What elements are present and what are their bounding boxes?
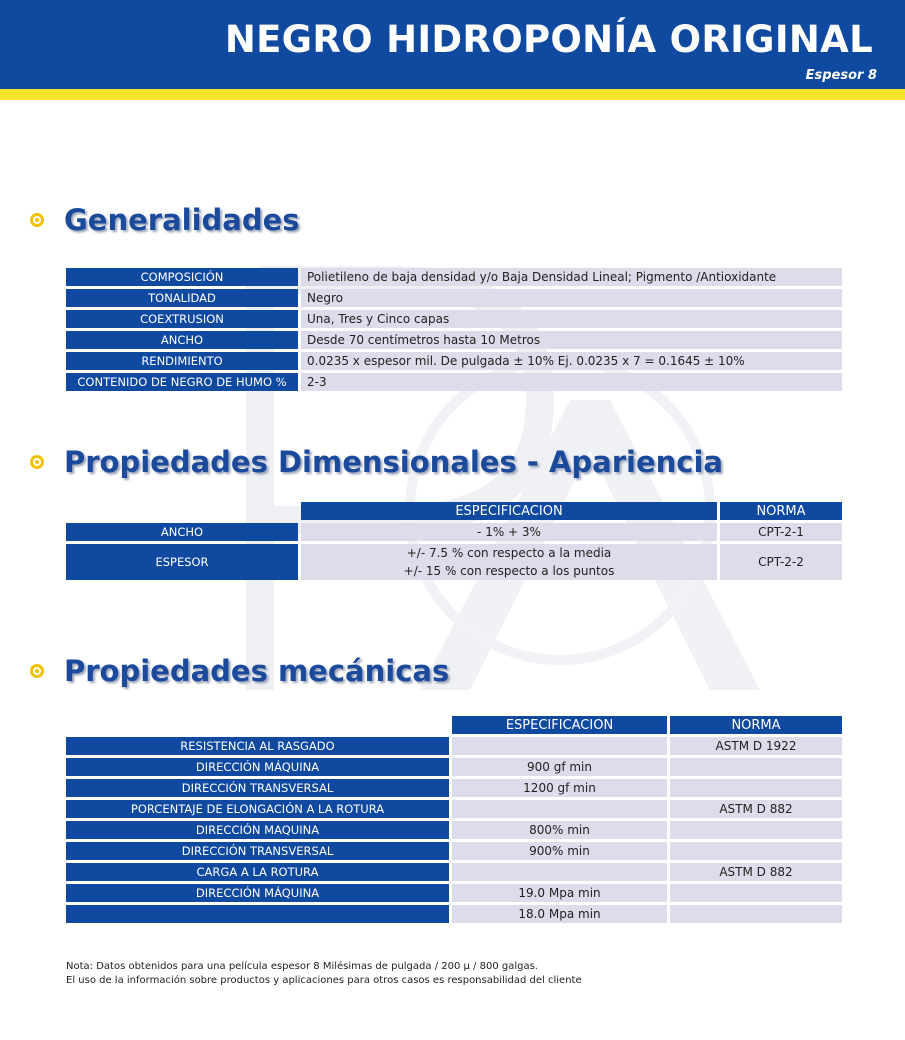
header-spacer bbox=[66, 716, 449, 734]
norma-cell bbox=[670, 905, 842, 923]
row-label: DIRECCIÓN MÁQUINA bbox=[66, 758, 449, 776]
bullet-icon bbox=[30, 664, 44, 678]
spec-cell bbox=[301, 544, 717, 580]
row-value: Polietileno de baja densidad y/o Baja Densidad Lineal; Pigmento /Antioxidante bbox=[301, 268, 842, 286]
table-row bbox=[66, 352, 842, 370]
section-mecanicas-heading bbox=[30, 654, 449, 688]
spec-cell bbox=[452, 800, 667, 818]
norma-cell bbox=[670, 884, 842, 902]
row-label: COEXTRUSION bbox=[66, 310, 298, 328]
table-row bbox=[66, 779, 842, 797]
section-dimensionales-heading bbox=[30, 445, 723, 479]
spec-cell bbox=[452, 863, 667, 881]
spec-cell: 900% min bbox=[452, 842, 667, 860]
norma-cell: ASTM D 882 bbox=[670, 863, 842, 881]
table-row bbox=[66, 821, 842, 839]
row-label: ANCHO bbox=[66, 523, 298, 541]
norma-cell: CPT-2-1 bbox=[720, 523, 842, 541]
footnote bbox=[66, 960, 582, 988]
bullet-icon bbox=[30, 455, 44, 469]
norma-cell bbox=[670, 779, 842, 797]
col-header-norma: NORMA bbox=[670, 716, 842, 734]
section-generalidades-heading bbox=[30, 203, 300, 237]
row-value: 0.0235 x espesor mil. De pulgada ± 10% Ej. 0.0235 x 7 = 0.1645 ± 10% bbox=[301, 352, 842, 370]
generalidades-table bbox=[63, 265, 845, 394]
norma-cell bbox=[670, 758, 842, 776]
row-label: RENDIMIENTO bbox=[66, 352, 298, 370]
page-subtitle: Espesor 8 bbox=[805, 68, 877, 83]
header-stripe bbox=[0, 89, 905, 100]
row-label: DIRECCIÓN MAQUINA bbox=[66, 821, 449, 839]
norma-cell: ASTM D 1922 bbox=[670, 737, 842, 755]
row-label: TONALIDAD bbox=[66, 289, 298, 307]
spec-line-2: +/- 15 % con respecto a los puntos bbox=[403, 564, 615, 578]
table-row bbox=[66, 373, 842, 391]
row-label: RESISTENCIA AL RASGADO bbox=[66, 737, 449, 755]
spec-cell: 800% min bbox=[452, 821, 667, 839]
norma-cell: ASTM D 882 bbox=[670, 800, 842, 818]
spec-cell: 900 gf min bbox=[452, 758, 667, 776]
table-row bbox=[66, 544, 842, 580]
col-header-norma: NORMA bbox=[720, 502, 842, 520]
row-label: ANCHO bbox=[66, 331, 298, 349]
spec-line-1: +/- 7.5 % con respecto a la media bbox=[406, 546, 612, 560]
spec-cell: 18.0 Mpa min bbox=[452, 905, 667, 923]
row-label: CARGA A LA ROTURA bbox=[66, 863, 449, 881]
spec-cell: 1200 gf min bbox=[452, 779, 667, 797]
table-row bbox=[66, 758, 842, 776]
row-value: Negro bbox=[301, 289, 842, 307]
section-title: Propiedades mecánicas bbox=[64, 654, 450, 688]
section-title: Propiedades Dimensionales - Apariencia bbox=[64, 445, 723, 479]
spec-line-1: - 1% + 3% bbox=[477, 525, 541, 539]
col-header-especificacion: ESPECIFICACION bbox=[301, 502, 717, 520]
table-row bbox=[66, 331, 842, 349]
row-label bbox=[66, 905, 449, 923]
table-row bbox=[66, 842, 842, 860]
row-value: Una, Tres y Cinco capas bbox=[301, 310, 842, 328]
table-row bbox=[66, 289, 842, 307]
row-label: DIRECCIÓN MÁQUINA bbox=[66, 884, 449, 902]
spec-cell bbox=[452, 737, 667, 755]
row-value: Desde 70 centímetros hasta 10 Metros bbox=[301, 331, 842, 349]
page-title: NEGRO HIDROPONÍA ORIGINAL bbox=[224, 18, 873, 61]
table-row bbox=[66, 863, 842, 881]
col-header-especificacion: ESPECIFICACION bbox=[452, 716, 667, 734]
table-row bbox=[66, 523, 842, 541]
norma-cell bbox=[670, 842, 842, 860]
norma-cell bbox=[670, 821, 842, 839]
row-label: DIRECCIÓN TRANSVERSAL bbox=[66, 779, 449, 797]
footnote-line-1: Nota: Datos obtenidos para una película espesor 8 Milésimas de pulgada / 200 µ / 800 galgas. bbox=[66, 961, 538, 972]
table-row bbox=[66, 310, 842, 328]
bullet-icon bbox=[30, 213, 44, 227]
header-spacer bbox=[66, 502, 298, 520]
spec-cell bbox=[301, 523, 717, 541]
norma-cell: CPT-2-2 bbox=[720, 544, 842, 580]
table-row bbox=[66, 884, 842, 902]
row-label: COMPOSICIÓN bbox=[66, 268, 298, 286]
row-label: PORCENTAJE DE ELONGACIÓN A LA ROTURA bbox=[66, 800, 449, 818]
row-label: CONTENIDO DE NEGRO DE HUMO % bbox=[66, 373, 298, 391]
footnote-line-2: El uso de la información sobre productos y aplicaciones para otros casos es responsabilidad del cliente bbox=[66, 975, 582, 986]
mecanicas-table bbox=[63, 713, 845, 926]
section-title: Generalidades bbox=[64, 203, 300, 237]
row-value: 2-3 bbox=[301, 373, 842, 391]
table-row bbox=[66, 737, 842, 755]
table-row bbox=[66, 905, 842, 923]
spec-cell: 19.0 Mpa min bbox=[452, 884, 667, 902]
header-bar bbox=[0, 0, 905, 90]
row-label: ESPESOR bbox=[66, 544, 298, 580]
table-row bbox=[66, 268, 842, 286]
dimensionales-table bbox=[63, 499, 845, 583]
row-label: DIRECCIÓN TRANSVERSAL bbox=[66, 842, 449, 860]
table-row bbox=[66, 800, 842, 818]
